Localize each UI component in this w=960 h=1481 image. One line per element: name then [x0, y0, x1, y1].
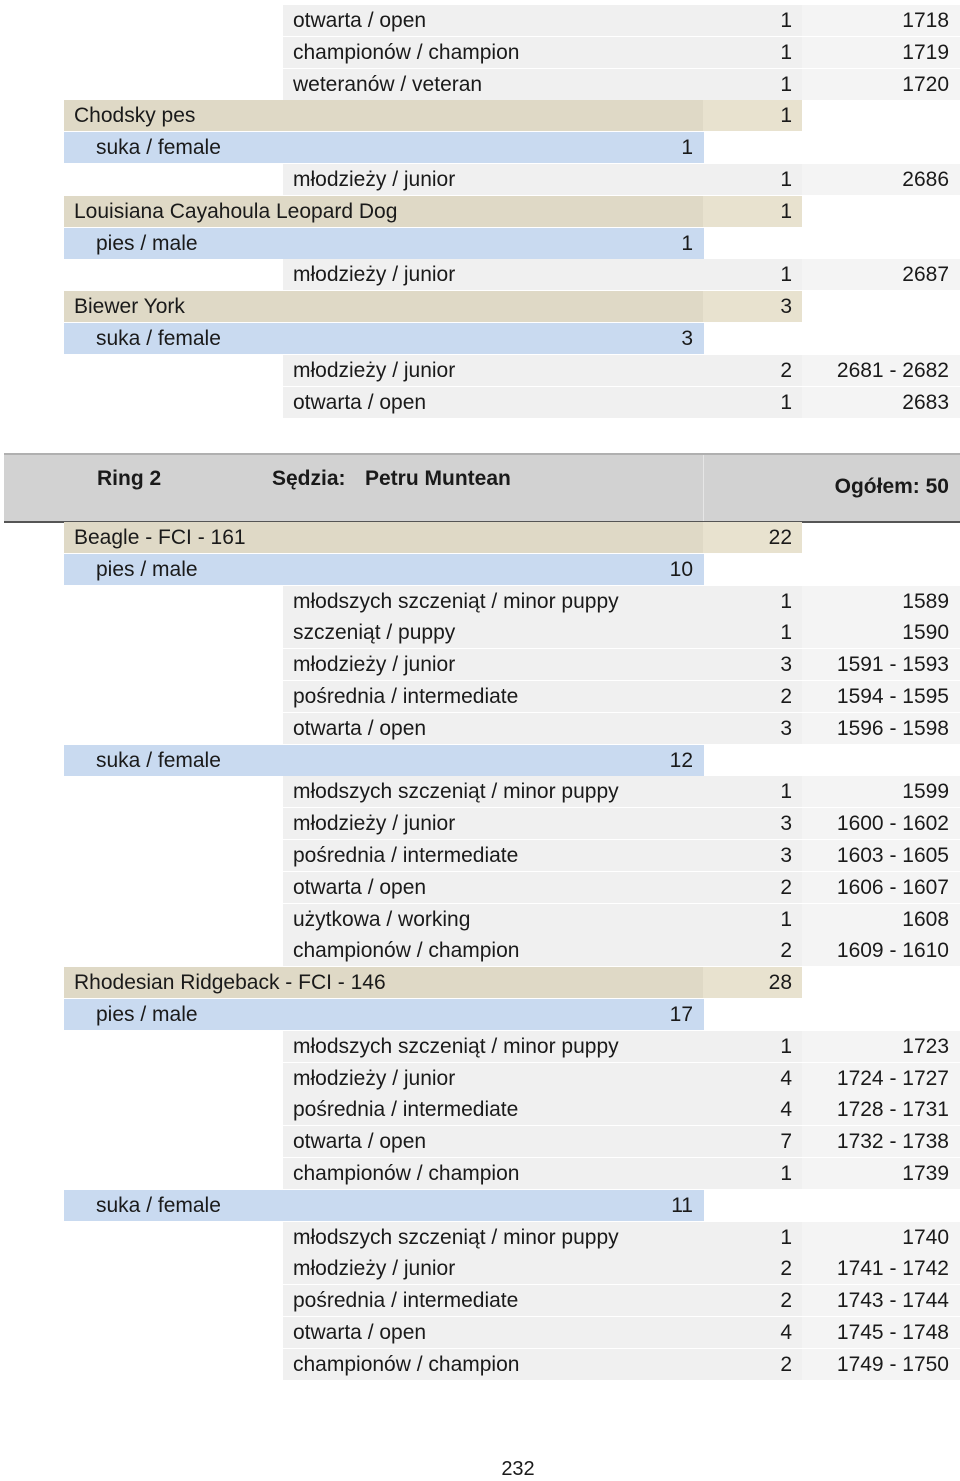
class-row: [0, 37, 960, 69]
catalog-numbers: 1594 - 1595: [836, 685, 949, 708]
catalog-numbers: 1609 - 1610: [836, 939, 949, 963]
breed-row: [0, 100, 960, 132]
breed-row: [0, 522, 960, 554]
catalog-numbers: 1743 - 1744: [836, 1289, 949, 1313]
sex-row: [0, 132, 960, 164]
catalog-numbers: 2683: [902, 390, 949, 414]
class-name: pośrednia / intermediate: [293, 685, 519, 708]
class-row: [0, 681, 960, 713]
breed-row: [0, 196, 960, 228]
catalog-numbers: 1745 - 1748: [836, 1321, 949, 1344]
class-name: młodzieży / junior: [293, 653, 456, 677]
class-name: otwarta / open: [293, 1130, 427, 1154]
catalog-numbers: 1723: [902, 1034, 949, 1058]
breed-count: 28: [768, 971, 792, 995]
class-count: 1: [780, 1034, 792, 1058]
judge-label: Sędzia:: [272, 467, 346, 490]
sex-name: pies / male: [96, 1003, 198, 1026]
catalog-numbers: 1724 - 1727: [836, 1066, 949, 1090]
catalog-numbers: 1739: [902, 1162, 949, 1185]
breed-name: Rhodesian Ridgeback - FCI - 146: [74, 971, 386, 995]
class-name: młodzieży / junior: [293, 812, 456, 836]
sex-count: 1: [681, 231, 693, 255]
sex-row: [0, 554, 960, 586]
class-count: 1: [780, 40, 792, 64]
breed-name: Beagle - FCI - 161: [74, 526, 246, 549]
class-count: 2: [780, 939, 792, 963]
sex-name: suka / female: [96, 1193, 221, 1217]
class-row: [0, 1158, 960, 1190]
catalog-numbers: 1603 - 1605: [836, 844, 949, 867]
sex-name: suka / female: [96, 136, 221, 160]
class-name: młodszych szczeniąt / minor puppy: [293, 1225, 619, 1249]
class-count: 1: [780, 9, 792, 32]
class-count: 1: [780, 780, 792, 804]
sex-count: 17: [669, 1003, 693, 1026]
catalog-numbers: 2681 - 2682: [836, 358, 949, 382]
sex-row: [0, 1190, 960, 1222]
sex-name: suka / female: [96, 748, 221, 772]
catalog-numbers: 1600 - 1602: [836, 812, 949, 836]
ring-label: Ring 2: [97, 467, 162, 490]
breed-row: [0, 967, 960, 999]
class-count: 2: [780, 1289, 792, 1313]
class-name: championów / champion: [293, 1162, 520, 1185]
class-name: młodszych szczeniąt / minor puppy: [293, 589, 619, 613]
breed-name: Louisiana Cayahoula Leopard Dog: [74, 199, 398, 223]
class-row: [0, 387, 960, 419]
class-count: 3: [780, 653, 792, 677]
class-row: [0, 1126, 960, 1158]
class-row: [0, 808, 960, 840]
catalog-numbers: 1741 - 1742: [836, 1257, 949, 1281]
catalog-numbers: 1590: [902, 621, 949, 645]
breed-count: 1: [780, 199, 792, 223]
class-name: championów / champion: [293, 40, 520, 64]
sex-row: [0, 745, 960, 777]
sex-name: pies / male: [96, 557, 198, 581]
class-count: 4: [780, 1321, 792, 1344]
sex-count: 12: [669, 748, 693, 772]
catalog-numbers: 1719: [902, 40, 949, 64]
class-name: pośrednia / intermediate: [293, 1289, 519, 1313]
class-name: młodszych szczeniąt / minor puppy: [293, 1034, 619, 1058]
catalog-numbers: 1728 - 1731: [836, 1098, 949, 1122]
class-name: otwarta / open: [293, 390, 427, 414]
class-count: 1: [780, 1162, 792, 1185]
class-name: młodzieży / junior: [293, 358, 456, 382]
class-count: 3: [780, 844, 792, 867]
sex-count: 11: [671, 1193, 693, 1217]
class-row: [0, 1317, 960, 1349]
class-row: [0, 1063, 960, 1095]
class-row: [0, 935, 960, 967]
class-name: młodzieży / junior: [293, 1257, 456, 1281]
catalog-numbers: 1591 - 1593: [836, 653, 949, 677]
sex-count: 10: [669, 557, 693, 581]
ring-header: [4, 453, 960, 523]
breed-count: 3: [780, 295, 792, 319]
class-count: 7: [780, 1130, 792, 1154]
class-count: 2: [780, 358, 792, 382]
sex-row: [0, 323, 960, 355]
sex-row: [0, 999, 960, 1031]
class-count: 1: [780, 1225, 792, 1249]
class-name: pośrednia / intermediate: [293, 844, 519, 867]
class-row: [0, 5, 960, 37]
class-count: 1: [780, 621, 792, 645]
class-name: otwarta / open: [293, 9, 427, 32]
class-row: [0, 1094, 960, 1126]
class-row: [0, 617, 960, 649]
catalog-numbers: 1596 - 1598: [836, 716, 949, 740]
class-count: 1: [780, 589, 792, 613]
catalog-numbers: 1589: [902, 589, 949, 613]
class-row: [0, 1285, 960, 1317]
catalog-numbers: 2686: [902, 168, 949, 191]
class-row: [0, 840, 960, 872]
class-count: 2: [780, 1352, 792, 1376]
class-count: 3: [780, 716, 792, 740]
class-count: 2: [780, 1257, 792, 1281]
class-count: 2: [780, 875, 792, 899]
class-row: [0, 713, 960, 745]
breed-row: [0, 291, 960, 323]
breed-name: Biewer York: [74, 295, 185, 319]
class-name: championów / champion: [293, 1352, 520, 1376]
class-name: młodszych szczeniąt / minor puppy: [293, 780, 619, 804]
class-name: młodzieży / junior: [293, 1066, 456, 1090]
page-number: 232: [501, 1458, 535, 1480]
class-row: [0, 1222, 960, 1254]
catalog-numbers: 1749 - 1750: [836, 1352, 949, 1376]
class-name: weteranów / veteran: [293, 72, 483, 96]
class-row: [0, 1253, 960, 1285]
class-count: 1: [780, 168, 792, 191]
sex-count: 3: [681, 327, 693, 350]
class-name: młodzieży / junior: [293, 263, 456, 287]
class-count: 4: [780, 1098, 792, 1122]
catalog-numbers: 1608: [902, 907, 949, 931]
sex-row: [0, 228, 960, 260]
class-name: młodzieży / junior: [293, 168, 456, 191]
class-count: 4: [780, 1066, 792, 1090]
class-name: otwarta / open: [293, 875, 427, 899]
class-row: [0, 69, 960, 101]
breed-count: 22: [768, 526, 792, 549]
class-name: szczeniąt / puppy: [293, 621, 456, 645]
breed-count: 1: [780, 104, 792, 128]
class-row: [0, 355, 960, 387]
class-count: 1: [780, 72, 792, 96]
class-name: pośrednia / intermediate: [293, 1098, 519, 1122]
class-row: [0, 776, 960, 808]
class-count: 1: [780, 390, 792, 414]
class-row: [0, 164, 960, 196]
class-name: otwarta / open: [293, 1321, 427, 1344]
class-name: championów / champion: [293, 939, 520, 963]
class-row: [0, 1349, 960, 1381]
sex-count: 1: [681, 136, 693, 160]
sex-name: pies / male: [96, 231, 198, 255]
class-row: [0, 1031, 960, 1063]
breed-name: Chodsky pes: [74, 104, 196, 128]
class-row: [0, 649, 960, 681]
class-row: [0, 872, 960, 904]
class-count: 2: [780, 685, 792, 708]
catalog-numbers: 1720: [902, 72, 949, 96]
header-divider: [703, 455, 704, 521]
judge-name: Petru Muntean: [365, 467, 511, 490]
ring-total: Ogółem: 50: [834, 475, 949, 498]
catalog-numbers: 1740: [902, 1225, 949, 1249]
class-row: [0, 259, 960, 291]
class-row: [0, 904, 960, 936]
class-count: 1: [780, 907, 792, 931]
class-name: otwarta / open: [293, 716, 427, 740]
class-count: 1: [780, 263, 792, 287]
sex-name: suka / female: [96, 327, 221, 350]
class-name: użytkowa / working: [293, 907, 471, 931]
catalog-numbers: 1606 - 1607: [836, 875, 949, 899]
catalog-numbers: 2687: [902, 263, 949, 287]
class-count: 3: [780, 812, 792, 836]
class-row: [0, 586, 960, 618]
catalog-numbers: 1599: [902, 780, 949, 804]
catalog-numbers: 1732 - 1738: [836, 1130, 949, 1154]
catalog-numbers: 1718: [902, 9, 949, 32]
